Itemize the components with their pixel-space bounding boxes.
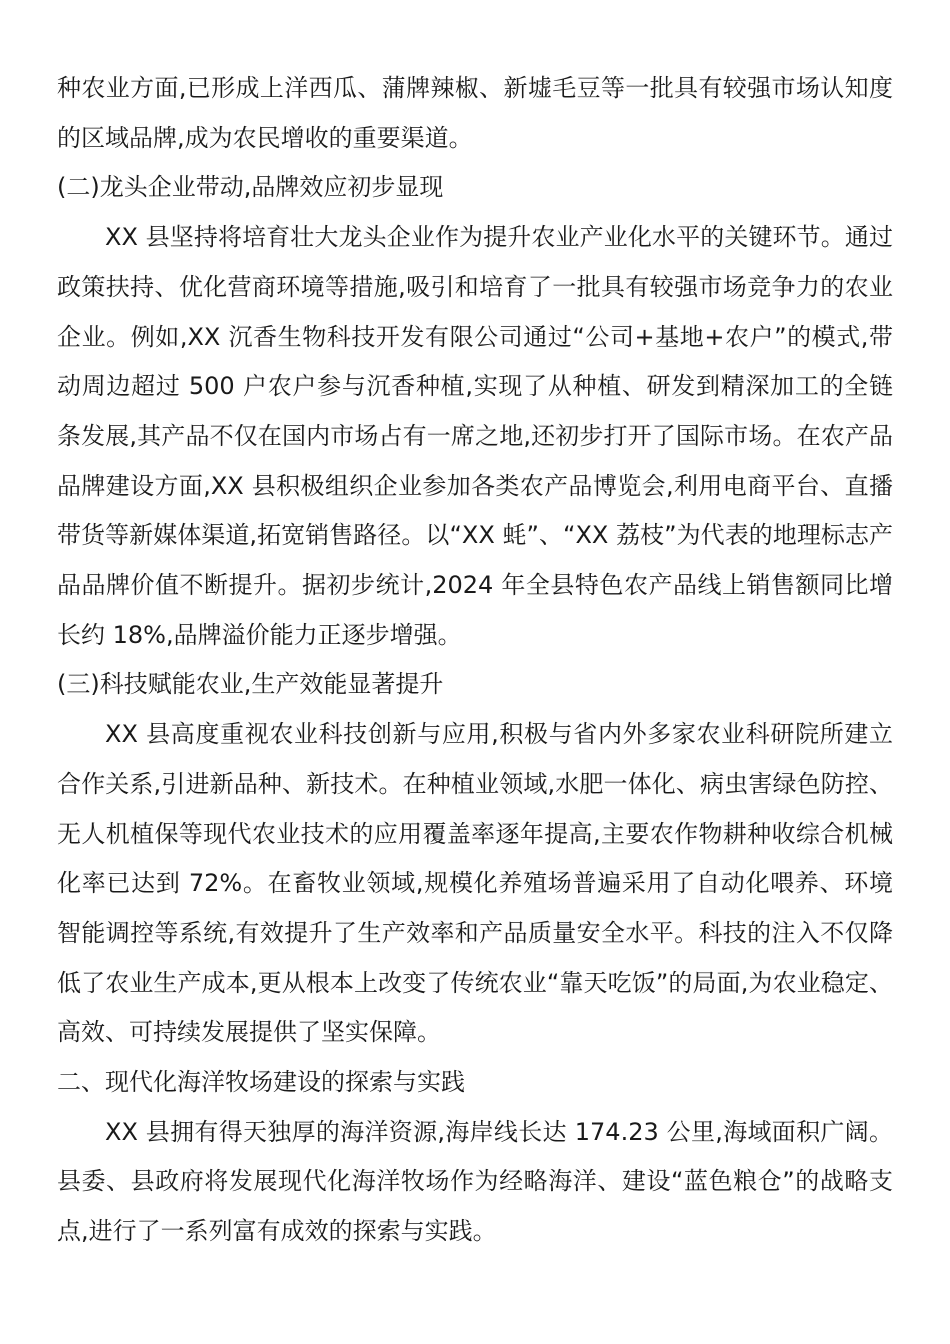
- paragraph-body: XX 县坚持将培育壮大龙头企业作为提升农业产业化水平的关键环节。通过政策扶持、优化营商环境等措施,吸引和培育了一批具有较强市场竞争力的农业企业。例如,XX 沉香生物科技开发有限公司通过“公司+基地+农户”的模式,带动周边超过 500 户农户参与沉香种植,实现了从种植、研发到精深加工的全链条发展,其产品不仅在国内市场占有一席之地,还初步打开了国际市场。在农产品品牌建设方面,XX 县积极组织企业参加各类农产品博览会,利用电商平台、直播带货等新媒体渠道,拓宽销售路径。以“XX 蚝”、“XX 荔枝”为代表的地理标志产品品牌价值不断提升。据初步统计,2024 年全县特色农产品线上销售额同比增长约 18%,品牌溢价能力正逐步增强。: [57, 223, 893, 649]
- paragraph-continuation: 种农业方面,已形成上洋西瓜、蒲牌辣椒、新墟毛豆等一批具有较强市场认知度的区域品牌,成为农民增收的重要渠道。: [57, 74, 893, 152]
- chapter-heading-2: 二、现代化海洋牧场建设的探索与实践: [57, 1068, 465, 1097]
- paragraph-body: XX 县高度重视农业科技创新与应用,积极与省内外多家农业科研院所建立合作关系,引进新品种、新技术。在种植业领域,水肥一体化、病虫害绿色防控、无人机植保等现代农业技术的应用覆盖率逐年提高,主要农作物耕种收综合机械化率已达到 72%。在畜牧业领域,规模化养殖场普遍采用了自动化喂养、环境智能调控等系统,有效提升了生产效率和产品质量安全水平。科技的注入不仅降低了农业生产成本,更从根本上改变了传统农业“靠天吃饭”的局面,为农业稳定、高效、可持续发展提供了坚实保障。: [57, 720, 893, 1047]
- section-heading-3: (三)科技赋能农业,生产效能显著提升: [57, 670, 444, 699]
- document-page: [57, 64, 893, 1257]
- paragraph-body: XX 县拥有得天独厚的海洋资源,海岸线长达 174.23 公里,海域面积广阔。县委、县政府将发展现代化海洋牧场作为经略海洋、建设“蓝色粮仓”的战略支点,进行了一系列富有成效的探索与实践。: [57, 1117, 893, 1246]
- section-heading-2: (二)龙头企业带动,品牌效应初步显现: [57, 173, 444, 202]
